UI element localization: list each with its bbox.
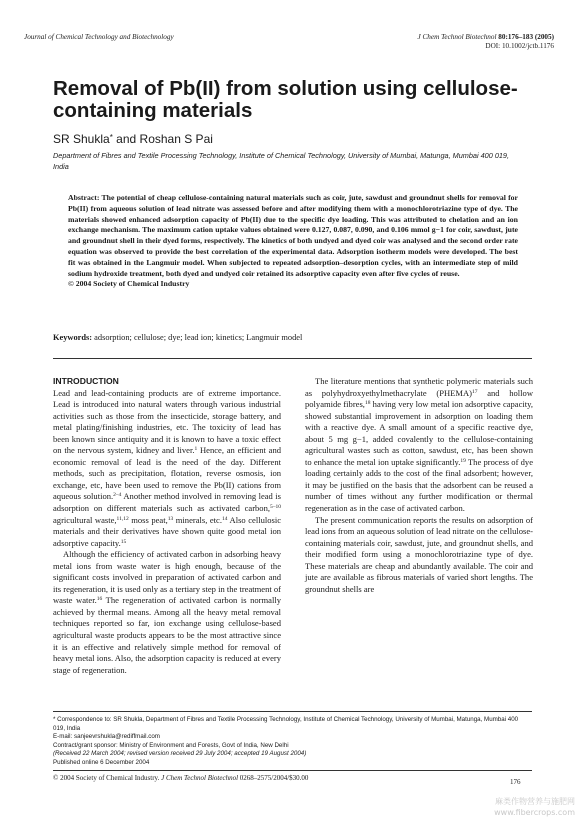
text-run: and hollow polyamide fibres, bbox=[305, 387, 533, 410]
citation-ref: 11,12 bbox=[116, 515, 129, 522]
footer-copyright bbox=[53, 774, 308, 783]
footer-journal: J Chem Technol Biotechnol bbox=[161, 774, 239, 782]
abstract-copyright: © 2004 Society of Chemical Industry bbox=[68, 279, 190, 289]
citation-volume: 80:176–183 (2005) bbox=[498, 33, 554, 41]
keywords bbox=[53, 332, 533, 343]
citation-ref: 16 bbox=[96, 596, 103, 603]
affiliation: Department of Fibres and Textile Processing Technology, Institute of Chemical Technology, University of Mumbai, Matunga, Mumbai 400 019, India bbox=[53, 151, 510, 171]
running-header-citation bbox=[418, 33, 554, 51]
article-title: Removal of Pb(II) from solution using cellulose-containing materials bbox=[53, 77, 518, 122]
footer-issn: 0268–2575/2004/$30.00 bbox=[239, 774, 309, 782]
text-run: The process of dye loading certainly adds to the cost of the final adsorbent; however, it may be justified on the basis that the adsorbent can be reused a number of times without any further modification or thermal regeneration as in the case of activated carbon. bbox=[305, 456, 533, 514]
text-run: having very low metal ion adsorptive capacity, showed substantial improvement in adsorption on loading them with a reactive dye. A small amount of a specific reactive dye, about 5 mg g−1, added covalently to the cellulose-containing agricultural wastes such as cotton, sawdust, etc, has been shown to enhance the metal ion uptake significantly. bbox=[305, 399, 534, 467]
intro-paragraph-3 bbox=[305, 376, 533, 515]
page-number: 176 bbox=[510, 778, 521, 786]
footnote-correspondence: * Correspondence to: SR Shukla, Department of Fibres and Textile Processing Technology, Institute of Chemical Technology, University of Mumbai, Matunga, Mumbai 400 019, India bbox=[53, 716, 520, 732]
text-run: Although the efficiency of activated carbon in adsorbing heavy metal ions from waste water is high enough, because of the significant costs involved in preparation of activated carbon and its regeneration, it is used only as a tertiary step in the treatment of waste water. bbox=[53, 549, 281, 606]
author-2: and Roshan S Pai bbox=[116, 132, 213, 146]
citation-ref: 13 bbox=[167, 515, 174, 522]
keywords-label: Keywords: bbox=[53, 333, 93, 342]
citation-ref: 15 bbox=[120, 538, 127, 545]
abstract bbox=[68, 193, 518, 290]
intro-paragraph-1 bbox=[53, 388, 281, 550]
running-header-journal: Journal of Chemical Technology and Biotechnology bbox=[24, 33, 174, 41]
footer-divider bbox=[53, 770, 532, 771]
intro-paragraph-2 bbox=[53, 549, 281, 676]
footnote-received: (Received 22 March 2004; revised version received 29 July 2004; accepted 19 August 2004) bbox=[53, 750, 307, 758]
footnote-grant: Contract/grant sponsor: Ministry of Environment and Forests, Govt of India, New Delhi bbox=[53, 741, 289, 749]
citation-ref: 17 bbox=[472, 388, 478, 395]
corresponding-asterisk: * bbox=[109, 133, 113, 142]
intro-paragraph-4: The present communication reports the results on adsorption of lead ions from an aqueous solution of lead nitrate on the cellulose-containing materials coir, sawdust, jute, and groundnut shells, and their modified form using a monochlorotriazine type of dye. These materials are cheap and abundantly available. The coir and jute are available as fibrous materials of varied short lengths. The groundnut shells are bbox=[305, 514, 533, 594]
body-column-right bbox=[305, 376, 533, 595]
text-run: Lead and lead-containing products are of extreme importance. Lead is introduced into natural waters through various industrial activities such as those from the insecticide, storage battery, and metal plating/finishing industries, etc. The toxicity of lead has been known since antiquity and it is known to have a toxic effect on the nervous system, kidney and liver. bbox=[53, 387, 281, 456]
text-run: Another method involved in removing lead is adsorption on different materials such as activated carbon, bbox=[53, 491, 281, 513]
text-run: Hence, an efficient and economic removal of lead is the need of the day. Different methods, such as precipitation, flotation, reverse osmosis, ion exchange, etc, have been used to remove the Pb(II) cations from aqueous solution. bbox=[53, 445, 281, 502]
citation-ref: 18 bbox=[364, 400, 371, 407]
body-column-left bbox=[53, 376, 281, 676]
footnote-divider bbox=[53, 711, 532, 712]
watermark-line-2: www.fibercrops.com bbox=[494, 808, 575, 817]
citation-ref: 19 bbox=[460, 457, 466, 464]
footnote-published: Published online 6 December 2004 bbox=[53, 758, 150, 766]
text-run: moss peat, bbox=[128, 514, 168, 525]
abstract-label: Abstract: bbox=[68, 193, 100, 202]
keywords-list: adsorption; cellulose; dye; lead ion; kinetics; Langmuir model bbox=[94, 333, 303, 342]
text-run: minerals, etc. bbox=[173, 514, 222, 525]
footnote-email: E-mail: sanjeevrshukla@rediffmail.com bbox=[53, 733, 160, 741]
abstract-text: The potential of cheap cellulose-containing natural materials such as coir, jute, sawdust and groundnut shells for removal for Pb(II) from aqueous solution of lead nitrate was assessed before and after modifying them with a monochlorotriazine type of dye. The materials showed enhanced adsorption capacity of Pb(II) due to the specific dye loading. This was attributed to chelation and an ion exchange mechanism. The maximum cation uptake values obtained were 0.127, 0.087, 0.090, and 0.106 mmol g−1 for coir, sawdust, jute and groundnut shell in their dyed forms, respectively. The kinetics of both undyed and dyed coir was analysed and the second order rate equation was observed to provide the best correlation of the experimental data. Adsorption isotherm models were developed. The best fit was obtained in the Langmuir model. When subjected to repeated adsorption–desorption cycles, with an intermediate step of mild sodium hydroxide treatment, both dyed and undyed coir retained its adsorptive capacity even after five cycles of reuse. bbox=[68, 193, 518, 278]
text-run: The regeneration of activated carbon is normally achieved by thermal means. Among all the heavy metal removal techniques reported so far, ion exchange using cellulose-based agricultural waste products appears to be the most attractive since it is an effective and relatively simple method for removal of heavy metal ions. Also, the adsorption capacity is reduced at every stage of regeneration. bbox=[53, 595, 281, 675]
author-1: SR Shukla bbox=[53, 132, 110, 146]
doi: DOI: 10.1002/jctb.1176 bbox=[485, 42, 554, 50]
citation-ref: 14 bbox=[221, 515, 228, 522]
text-run: Also cellulosic materials and their derivatives have shown quite good metal ion adsorptive capacity. bbox=[53, 514, 281, 548]
citation-ref: 5–10 bbox=[270, 503, 281, 510]
footer-copyright-text: © 2004 Society of Chemical Industry. bbox=[53, 774, 160, 782]
authors bbox=[53, 131, 213, 146]
section-heading-introduction: INTRODUCTION bbox=[53, 376, 119, 386]
footnotes bbox=[53, 716, 531, 768]
keywords-divider bbox=[53, 358, 532, 359]
citation-ref: 2–4 bbox=[113, 492, 122, 499]
citation-ref: 1 bbox=[194, 446, 198, 453]
text-run: The literature mentions that synthetic polymeric materials such as polyhydroxyethylmethacrylate (PHEMA) bbox=[305, 376, 533, 398]
watermark-line-1: 麻类作物营养与施肥网 bbox=[495, 797, 575, 806]
text-run: agricultural waste, bbox=[53, 514, 117, 525]
citation-journal: J Chem Technol Biotechnol bbox=[417, 33, 497, 41]
watermark bbox=[494, 796, 575, 818]
